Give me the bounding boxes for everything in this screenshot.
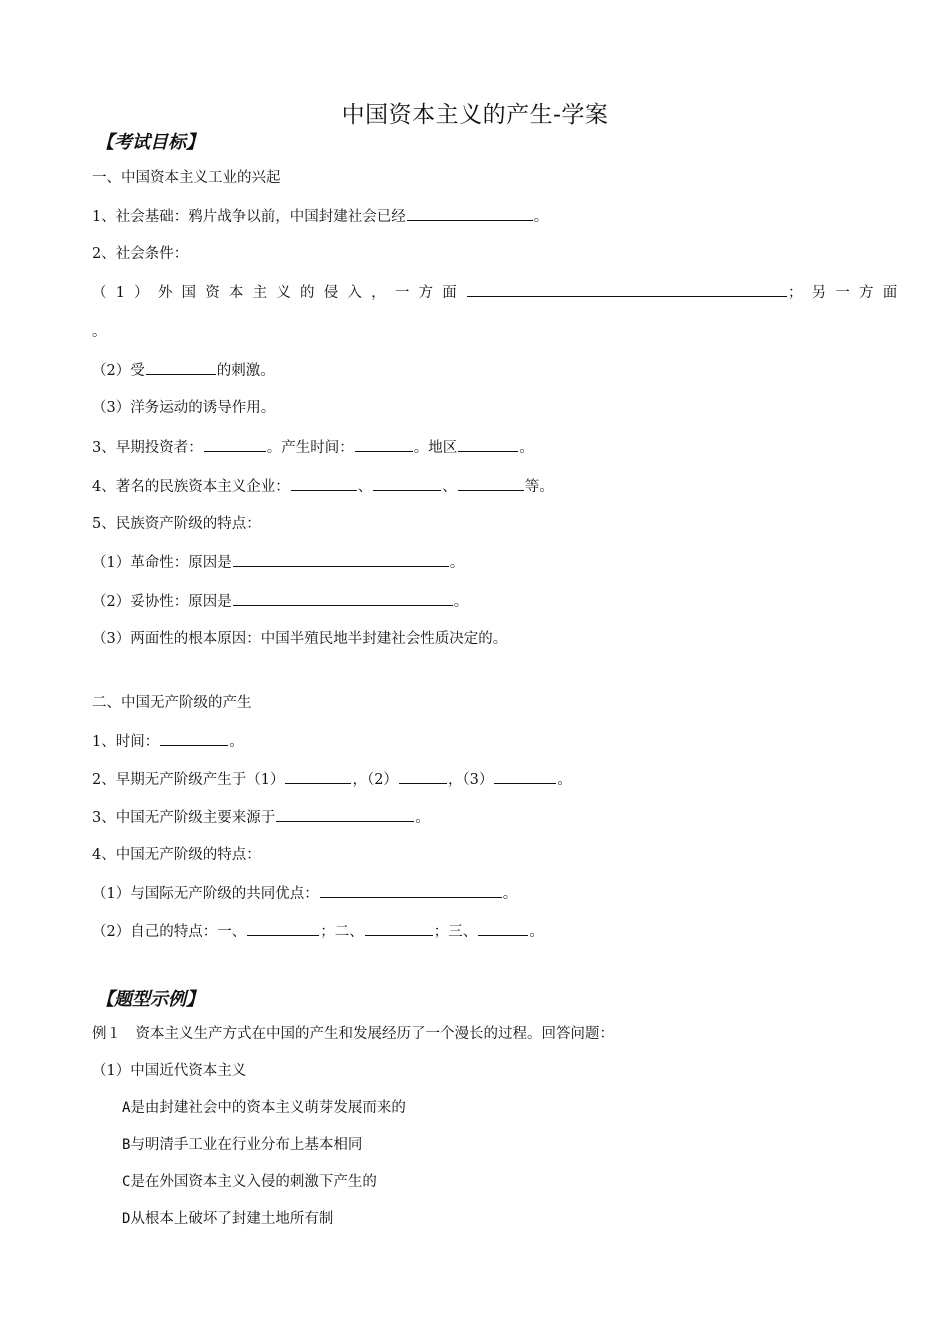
section-heading-exam-goals: 【考试目标】	[96, 132, 204, 153]
part2-item2-c: ，（3）	[447, 772, 494, 788]
part1-item2-1-end: 。	[92, 324, 107, 340]
blank-field	[458, 476, 524, 491]
option-letter: B	[122, 1137, 131, 1153]
part1-item1	[92, 206, 548, 227]
blank-field	[320, 883, 502, 898]
blank-field	[467, 282, 787, 297]
example1-question1: （1）中国近代资本主义	[92, 1063, 247, 1079]
blank-field	[291, 476, 357, 491]
part2-item3-b: 。	[415, 810, 430, 826]
part1-item3-b: 。产生时间：	[266, 440, 354, 456]
part2-item3	[92, 807, 430, 828]
part2-item4-2	[92, 921, 544, 942]
blank-field	[233, 552, 449, 567]
part2-item2	[92, 769, 572, 790]
example1-stem: 例１ 资本主义生产方式在中国的产生和发展经历了一个漫长的过程。回答问题：	[92, 1026, 614, 1042]
option-letter: C	[122, 1174, 131, 1190]
blank-field	[399, 769, 447, 784]
blank-field	[160, 731, 228, 746]
part1-item5-3: （3）两面性的根本原因：中国半殖民地半封建社会性质决定的。	[92, 631, 508, 647]
example1-option-d	[122, 1209, 333, 1229]
part2-item3-a: 3、中国无产阶级主要来源于	[92, 810, 276, 826]
part1-item3	[92, 437, 534, 458]
part2-item2-a: 2、早期无产阶级产生于（1）	[92, 772, 285, 788]
separator: 、	[442, 479, 457, 495]
part1-item5-2	[92, 591, 468, 612]
option-letter: D	[122, 1211, 131, 1227]
option-text: 是由封建社会中的资本主义萌芽发展而来的	[130, 1100, 406, 1116]
blank-field	[247, 921, 319, 936]
part1-heading: 一、中国资本主义工业的兴起	[92, 170, 281, 186]
blank-field	[373, 476, 441, 491]
part1-item3-d: 。	[519, 440, 534, 456]
part2-item1-a: 1、时间：	[92, 734, 160, 750]
part1-item4-a: 4、著名的民族资本主义企业：	[92, 479, 290, 495]
part1-item2-3: （3）洋务运动的诱导作用。	[92, 400, 276, 416]
blank-field	[146, 360, 216, 375]
blank-field	[233, 591, 453, 606]
part1-item2: 2、社会条件：	[92, 246, 189, 262]
option-text: 是在外国资本主义入侵的刺激下产生的	[130, 1174, 377, 1190]
option-text: 与明清手工业在行业分布上基本相同	[130, 1137, 363, 1153]
part1-item2-2-b: 的刺激。	[216, 363, 275, 379]
example1-option-b	[122, 1135, 362, 1155]
part2-item4-1-a: （1）与国际无产阶级的共同优点：	[92, 886, 319, 902]
blank-field	[478, 921, 528, 936]
example1-option-c	[122, 1172, 377, 1192]
separator: 、	[357, 479, 373, 495]
page-title: 中国资本主义的产生-学案	[341, 102, 609, 128]
part2-item1	[92, 731, 244, 752]
part1-item5-2-b: 。	[453, 594, 469, 610]
part1-item3-c: 。地区	[413, 440, 458, 456]
part2-item2-d: 。	[557, 772, 572, 788]
part1-item5-1-a: （1）革命性：原因是	[92, 555, 232, 571]
part1-item5-1-b: 。	[449, 555, 465, 571]
part2-item2-b: ，（2）	[352, 772, 398, 788]
part1-item4	[92, 476, 554, 497]
part1-item2-2-a: （2）受	[92, 363, 145, 379]
part1-item5-2-a: （2）妥协性：原因是	[92, 594, 232, 610]
blank-field	[365, 921, 433, 936]
blank-field	[407, 206, 533, 221]
blank-field	[204, 437, 266, 452]
blank-field	[276, 807, 414, 822]
example1-option-a	[122, 1098, 406, 1118]
part1-item2-1-text: （1）外国资本主义的侵入，一方面	[92, 285, 466, 301]
blank-field	[355, 437, 413, 452]
part1-item1-text: 1、社会基础：鸦片战争以前，中国封建社会已经	[92, 209, 406, 225]
part1-item2-1	[92, 282, 907, 303]
part1-item5-1	[92, 552, 464, 573]
part2-heading: 二、中国无产阶级的产生	[92, 695, 252, 711]
part2-item4-2-b: ；二、	[320, 924, 364, 940]
option-letter: A	[122, 1100, 131, 1116]
blank-field	[458, 437, 518, 452]
part2-item4-2-c: ；三、	[433, 924, 478, 940]
part2-item4-1	[92, 883, 517, 904]
part1-item3-a: 3、早期投资者：	[92, 440, 203, 456]
option-text: 从根本上破坏了封建土地所有制	[130, 1211, 334, 1227]
period: 。	[533, 209, 549, 225]
part1-item4-end: 等。	[524, 479, 554, 495]
section-heading-examples: 【题型示例】	[96, 989, 204, 1010]
part1-item5: 5、民族资产阶级的特点：	[92, 516, 261, 532]
part2-item4-2-d: 。	[529, 924, 544, 940]
blank-field	[285, 769, 351, 784]
part2-item4-2-a: （2）自己的特点：一、	[92, 924, 247, 940]
part1-item2-1-mid: ；另一方面	[787, 285, 907, 301]
part1-item2-2	[92, 360, 275, 381]
blank-field	[494, 769, 556, 784]
part2-item1-b: 。	[229, 734, 244, 750]
part2-item4: 4、中国无产阶级的特点：	[92, 847, 261, 863]
part2-item4-1-b: 。	[502, 886, 518, 902]
